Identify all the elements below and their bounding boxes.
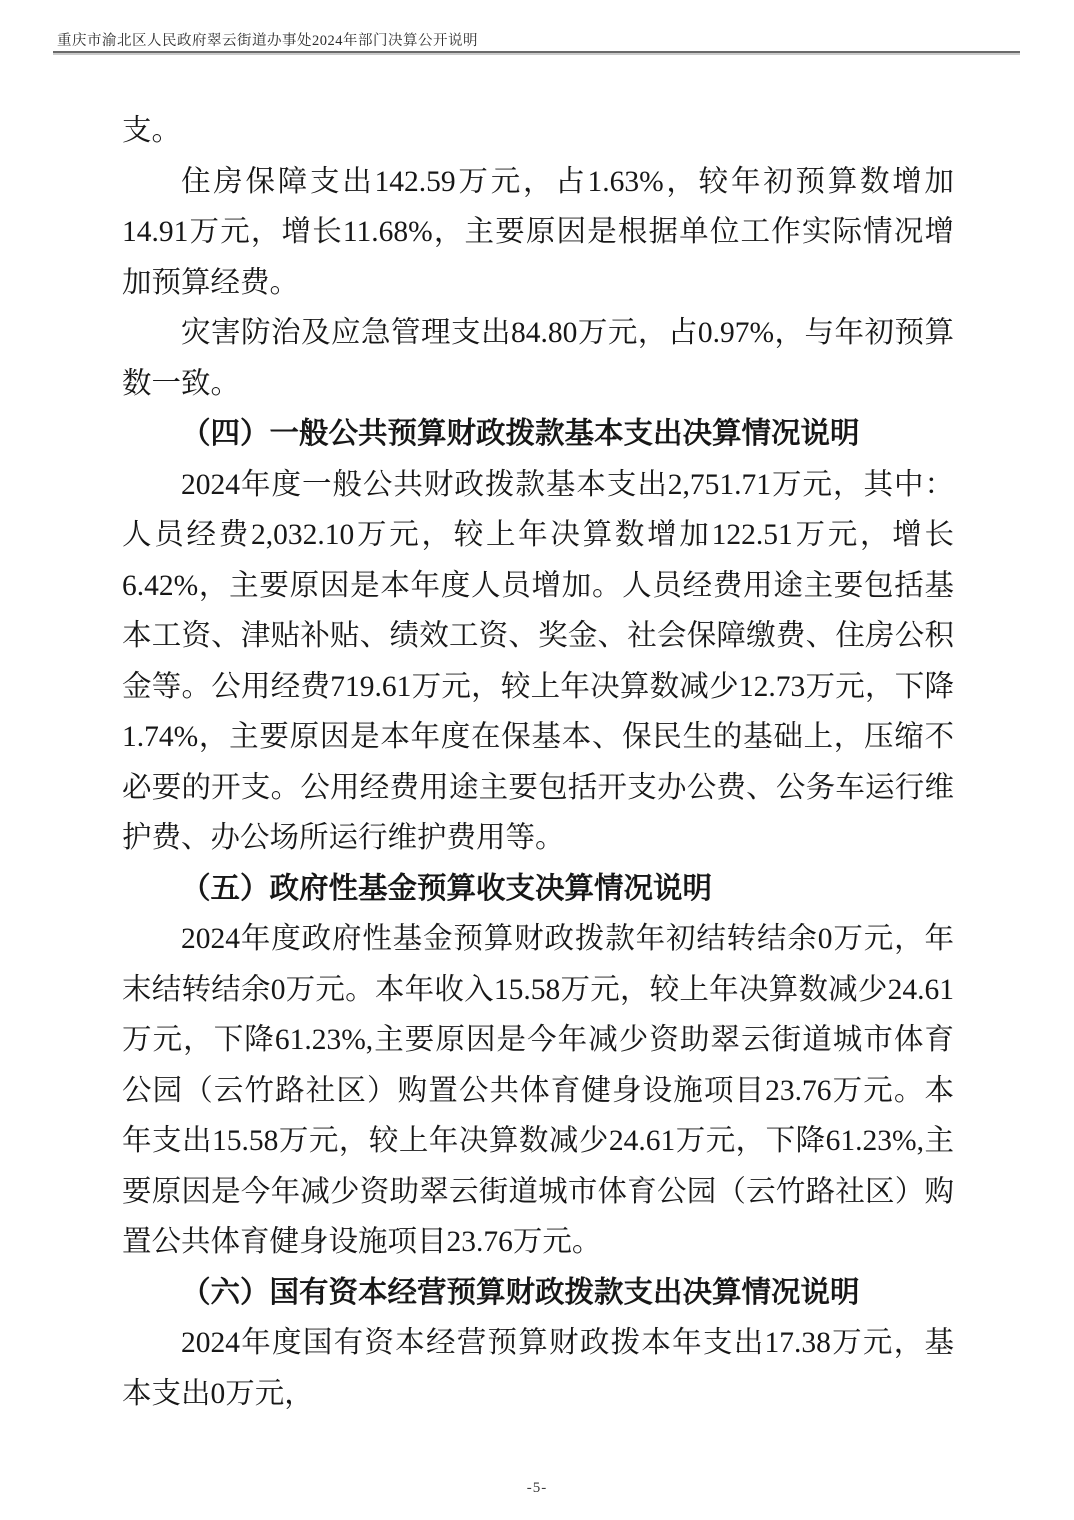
paragraph-continuation: 支。 (122, 115, 182, 147)
paragraph-state-capital-detail: 2024年度国有资本经营预算财政拨本年支出17.38万元，基本支出0万元， (122, 1327, 954, 1410)
paragraph-government-fund-detail: 2024年度政府性基金预算财政拨款年初结转结余0万元，年末结转结余0万元。本年收入15.58万元，较上年决算数减少24.61万元，下降61.23%,主要原因是今年减少资助翠云街道城市体育公园（云竹路社区）购置公共体育健身设施项目23.76万元。本年支出15.58万元，较上年决算数减少24.61万元，下降61.23%,主要原因是今年减少资助翠云街道城市体育公园（云竹路社区）购置公共体育健身设施项目23.76万元。 (122, 923, 954, 1258)
header-title: 重庆市渝北区人民政府翠云街道办事处2024年部门决算公开说明 (57, 33, 478, 49)
paragraph-housing-expense: 住房保障支出142.59万元，占1.63%，较年初预算数增加14.91万元，增长11.68%，主要原因是根据单位工作实际情况增加预算经费。 (122, 165, 954, 299)
paragraph-basic-expense-detail: 2024年度一般公共财政拨款基本支出2,751.71万元，其中：人员经费2,032.10万元，较上年决算数增加122.51万元，增长6.42%，主要原因是本年度人员增加。人员经费用途主要包括基本工资、津贴补贴、绩效工资、奖金、社会保障缴费、住房公积金等。公用经费719.61万元，较上年决算数减少12.73万元，下降1.74%，主要原因是本年度在保基本、保民生的基础上，压缩不必要的开支。公用经费用途主要包括开支办公费、公务车运行维护费、办公场所运行维护费用等。 (122, 468, 954, 854)
page-footer (0, 1479, 1074, 1497)
section-heading-5: （五）政府性基金预算收支决算情况说明 (181, 872, 713, 905)
section-heading-6: （六）国有资本经营预算财政拨款支出决算情况说明 (181, 1276, 860, 1309)
document-body (122, 106, 954, 1419)
page-number: -5- (526, 1480, 548, 1496)
header-rule (53, 51, 1020, 53)
paragraph-disaster-expense: 灾害防治及应急管理支出84.80万元，占0.97%，与年初预算数一致。 (122, 317, 954, 400)
section-heading-4: （四）一般公共预算财政拨款基本支出决算情况说明 (181, 418, 860, 450)
